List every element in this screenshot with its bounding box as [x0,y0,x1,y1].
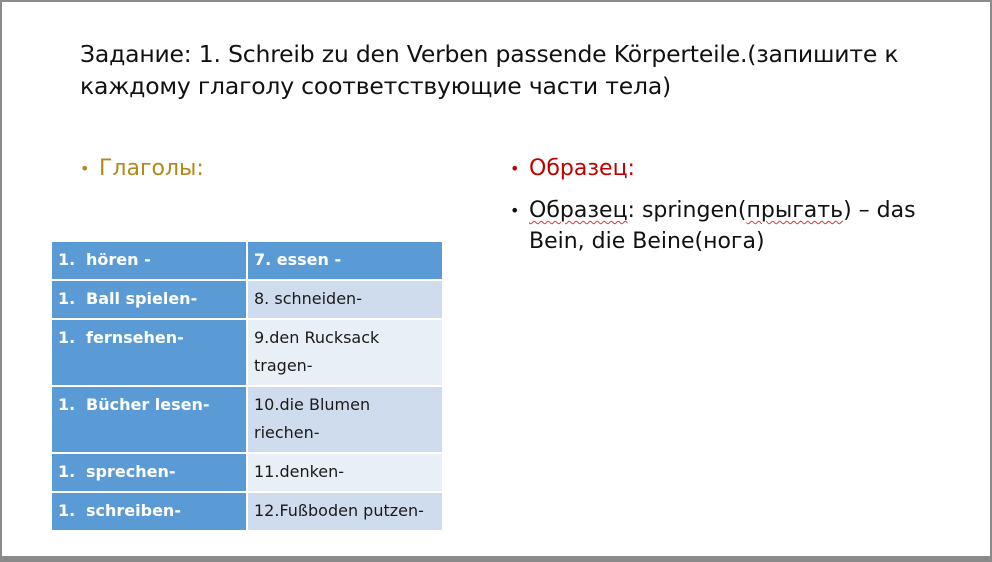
verbs-table [50,240,444,532]
table-row [51,319,443,386]
table-cell-verb [51,492,247,531]
row-number: 1. [58,395,76,414]
bullet-item-example-heading [510,153,930,184]
table-cell-verb: 8. schneiden- [247,280,443,319]
cell-text: schreiben- [86,501,181,520]
table-cell-verb: 7. essen - [247,241,443,280]
table-row [51,453,443,492]
table-cell-verb [51,386,247,453]
table-cell-verb [51,280,247,319]
bullet-dot-icon: • [80,159,90,178]
table-cell-verb: 11.denken- [247,453,443,492]
bullet-dot-icon: • [510,201,520,220]
row-number: 1. [58,501,76,520]
table-row [51,241,443,280]
table-row [51,492,443,531]
cell-text: hören - [86,250,151,269]
table-row [51,386,443,453]
slide-title: Задание: 1. Schreib zu den Verben passende Körperteile.(запишите к каждому глаголу соответствующие части тела) [80,40,899,100]
slide [2,2,990,556]
table-cell-verb: 12.Fußboden putzen- [247,492,443,531]
example-bullet-list [510,153,930,257]
table-cell-verb [51,453,247,492]
example-text: : springen( [627,198,747,223]
cell-text: fernsehen- [86,328,184,347]
spellcheck-word: Образец [529,198,628,223]
table-cell-verb: 9.den Rucksack tragen- [247,319,443,386]
cell-text: Ball spielen- [86,289,198,308]
table-cell-verb [51,241,247,280]
row-number: 1. [58,289,76,308]
table-row [51,280,443,319]
table-cell-verb [51,319,247,386]
row-number: 1. [58,250,76,269]
bullet-item-verbs [80,153,204,184]
cell-text: sprechen- [86,462,176,481]
example-text: ) – das Bein, die Beine(нога) [529,198,916,254]
bullet-label: Образец: [529,156,635,181]
cell-text: Bücher lesen- [86,395,210,414]
table-cell-verb: 10.die Blumen riechen- [247,386,443,453]
bullet-item-example [510,195,930,257]
bullet-dot-icon: • [510,159,520,178]
bullet-label: Глаголы: [99,156,204,181]
row-number: 1. [58,462,76,481]
verbs-bullet-list [80,153,204,184]
spellcheck-word: прыгать [746,198,844,223]
row-number: 1. [58,328,76,347]
